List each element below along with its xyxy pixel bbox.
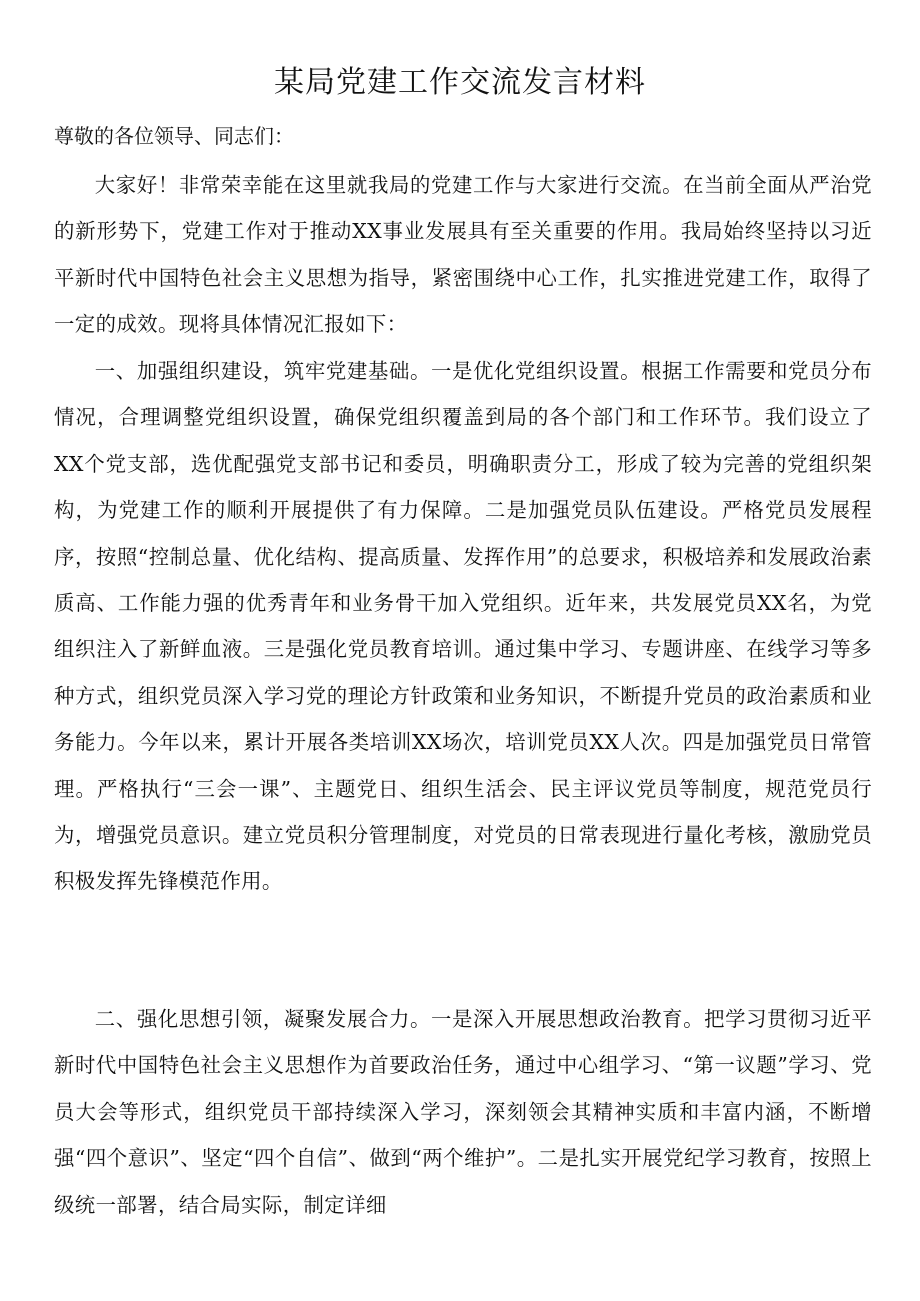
document-title: 某局党建工作交流发言材料 (274, 65, 646, 100)
paragraph-organization-building: 一、加强组织建设，筑牢党建基础。一是优化党组织设置。根据工作需要和党员分布情况，合理调整党组织设置，确保党组织覆盖到局的各个部门和工作环节。我们设立了XX个党支部，选优配强党支部书记和委员，明确职责分工，形成了较为完善的党组织架构，为党建工作的顺利开展提供了有力保障。二是加强党员队伍建设。严格党员发展程序，按照“控制总量、优化结构、提高质量、发挥作用”的总要求，积极培养和发展政治素质高、工作能力强的优秀青年和业务骨干加入党组织。近年来，共发展党员XX名，为党组织注入了新鲜血液。三是强化党员教育培训。通过集中学习、专题讲座、在线学习等多种方式，组织党员深入学习党的理论方针政策和业务知识，不断提升党员的政治素质和业务能力。今年以来，累计开展各类培训XX场次，培训党员XX人次。四是加强党员日常管理。严格执行“三会一课”、主题党日、组织生活会、民主评议党员等制度，规范党员行为，增强党员意识。建立党员积分管理制度，对党员的日常表现进行量化考核，激励党员积极发挥先锋模范作用。 (54, 359, 872, 894)
salutation: 尊敬的各位领导、同志们： (54, 124, 294, 148)
paragraph-introduction: 大家好！非常荣幸能在这里就我局的党建工作与大家进行交流。在当前全面从严治党的新形势下，党建工作对于推动XX事业发展具有至关重要的作用。我局始终坚持以习近平新时代中国特色社会主义思想为指导，紧密围绕中心工作，扎实推进党建工作，取得了一定的成效。现将具体情况汇报如下： (54, 173, 872, 337)
paragraph-ideological-guidance: 二、强化思想引领，凝聚发展合力。一是深入开展思想政治教育。把学习贯彻习近平新时代中国特色社会主义思想作为首要政治任务，通过中心组学习、“第一议题”学习、党员大会等形式，组织党员干部持续深入学习，深刻领会其精神实质和丰富内涵，不断增强“四个意识”、坚定“四个自信”、做到“两个维护”。二是扎实开展党纪学习教育，按照上级统一部署，结合局实际，制定详细 (54, 1007, 872, 1217)
